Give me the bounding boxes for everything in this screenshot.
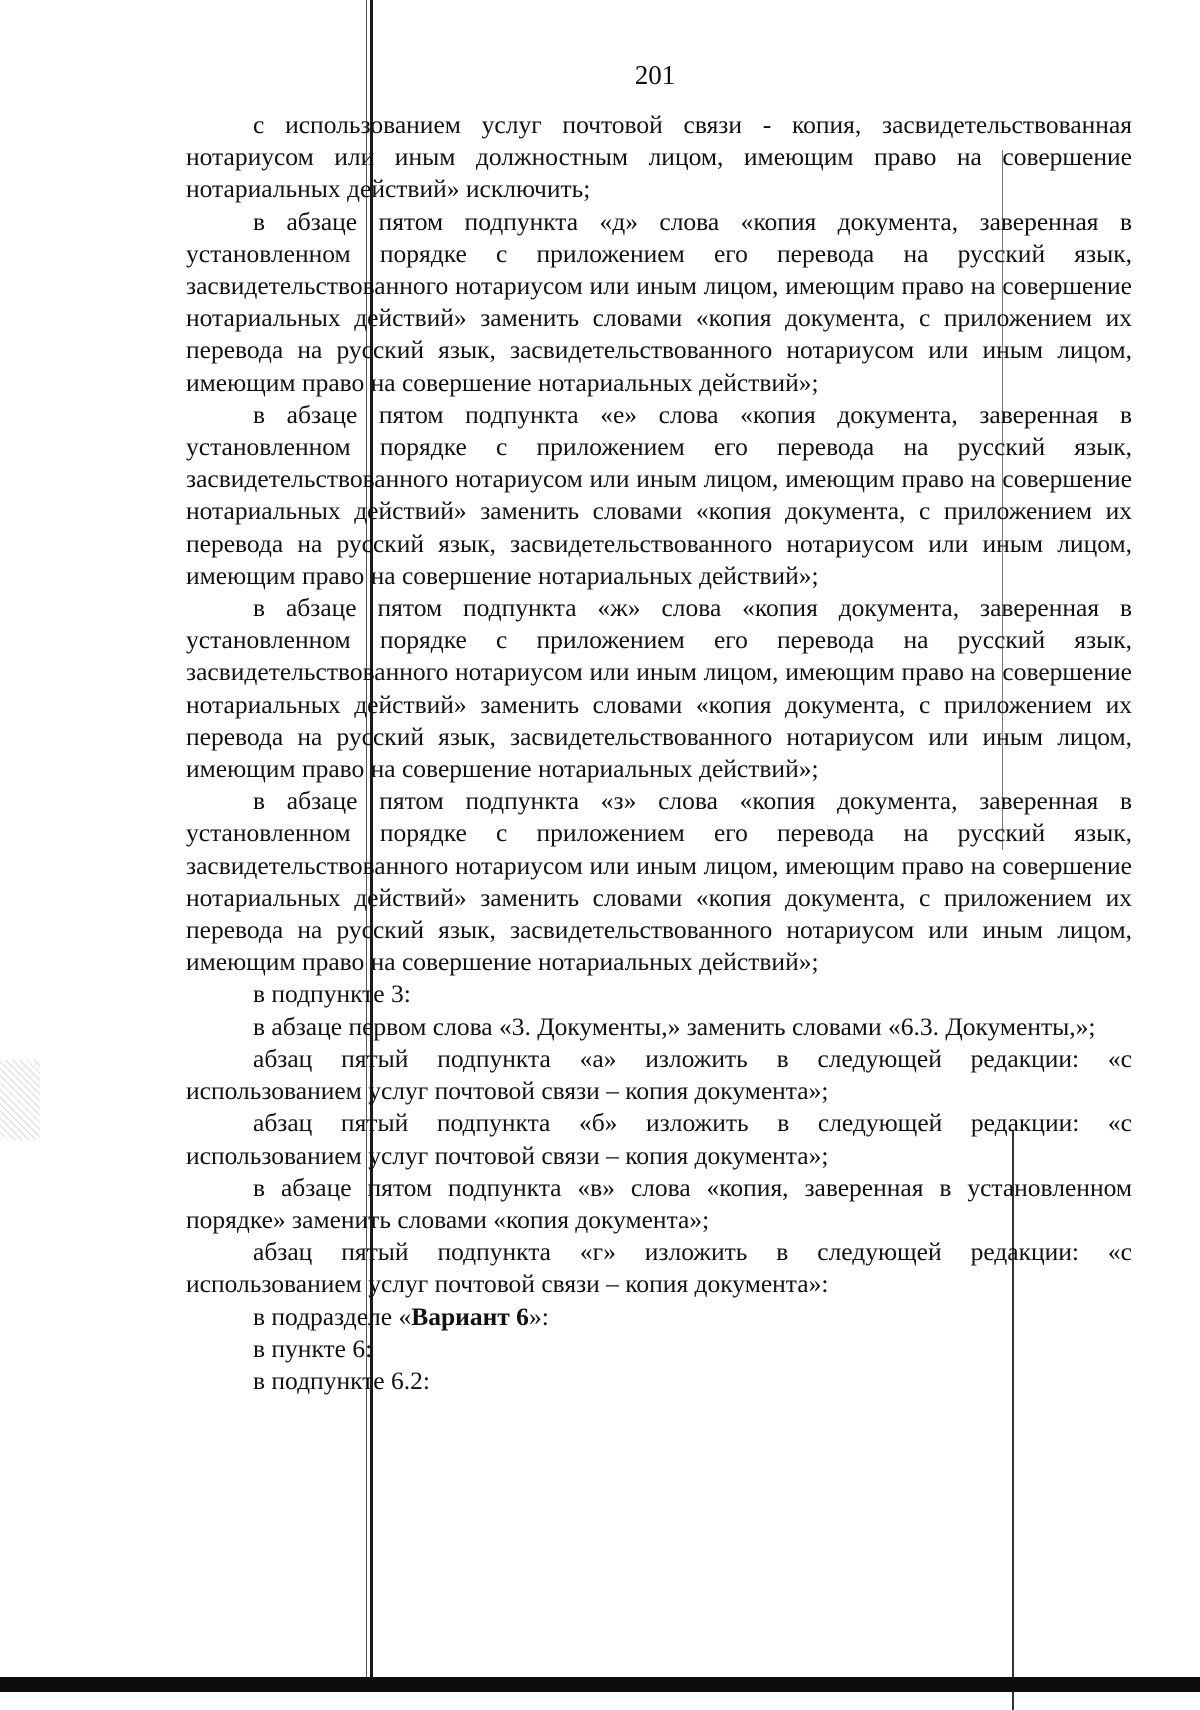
- variant-paragraph: [186, 1301, 1132, 1333]
- paragraph: с использованием услуг почтовой связи - копия, засвидетельствованная нотариусом или иным должностным лицом, имеющим право на совершение нотариальных действий» исключить;: [186, 110, 1132, 204]
- paragraph: в пункте 6:: [253, 1333, 373, 1363]
- paragraph: абзац пятый подпункта «б» изложить в следующей редакции: «с использованием услуг почтовой связи – копия документа»;: [186, 1108, 1132, 1170]
- paragraph: абзац пятый подпункта «а» изложить в следующей редакции: «с использованием услуг почтовой связи – копия документа»;: [186, 1043, 1132, 1106]
- paragraph: в подпункте 3:: [253, 979, 411, 1009]
- variant-prefix: в подразделе «: [253, 1301, 412, 1331]
- document-body: [186, 109, 1132, 1397]
- scan-noise: [0, 1060, 40, 1140]
- paragraph: в абзаце пятом подпункта «д» слова «копия документа, заверенная в установленном порядке с приложением его перевода на русский язык, засвидетельствованного нотариусом или иным лицом, имеющим право на совершение нотариальных действий» заменить словами «копия документа, с приложением их перевода на русский язык, засвидетельствованного нотариусом или иным лицом, имеющим право на совершение нотариальных действий»;: [186, 206, 1132, 397]
- scan-bottom-edge: [0, 1677, 1200, 1692]
- paragraph: в абзаце пятом подпункта «з» слова «копия документа, заверенная в установленном порядке с приложением его перевода на русский язык, засвидетельствованного нотариусом или иным лицом, имеющим право на совершение нотариальных действий» заменить словами «копия документа, с приложением их перевода на русский язык, засвидетельствованного нотариусом или иным лицом, имеющим право на совершение нотариальных действий»;: [186, 786, 1132, 977]
- paragraph: в абзаце пятом подпункта «е» слова «копия документа, заверенная в установленном порядке с приложением его перевода на русский язык, засвидетельствованного нотариусом или иным лицом, имеющим право на совершение нотариальных действий» заменить словами «копия документа, с приложением их перевода на русский язык, засвидетельствованного нотариусом или иным лицом, имеющим право на совершение нотариальных действий»;: [186, 399, 1132, 590]
- paragraph: абзац пятый подпункта «г» изложить в следующей редакции: «с использованием услуг почтовой связи – копия документа»:: [186, 1237, 1132, 1299]
- paragraph: в абзаце пятом подпункта «в» слова «копия, заверенная в установленном порядке» заменить словами «копия документа»;: [186, 1172, 1132, 1234]
- variant-suffix: »:: [528, 1301, 549, 1331]
- paragraph: в абзаце пятом подпункта «ж» слова «копия документа, заверенная в установленном порядке с приложением его перевода на русский язык, засвидетельствованного нотариусом или иным лицом, имеющим право на совершение нотариальных действий» заменить словами «копия документа, с приложением их перевода на русский язык, засвидетельствованного нотариусом или иным лицом, имеющим право на совершение нотариальных действий»;: [186, 593, 1132, 784]
- paragraph: в абзаце первом слова «3. Документы,» заменить словами «6.3. Документы,»;: [253, 1011, 1096, 1041]
- variant-title: Вариант 6: [411, 1301, 529, 1331]
- page-number: 201: [634, 60, 676, 90]
- paragraph: в подпункте 6.2:: [253, 1365, 430, 1395]
